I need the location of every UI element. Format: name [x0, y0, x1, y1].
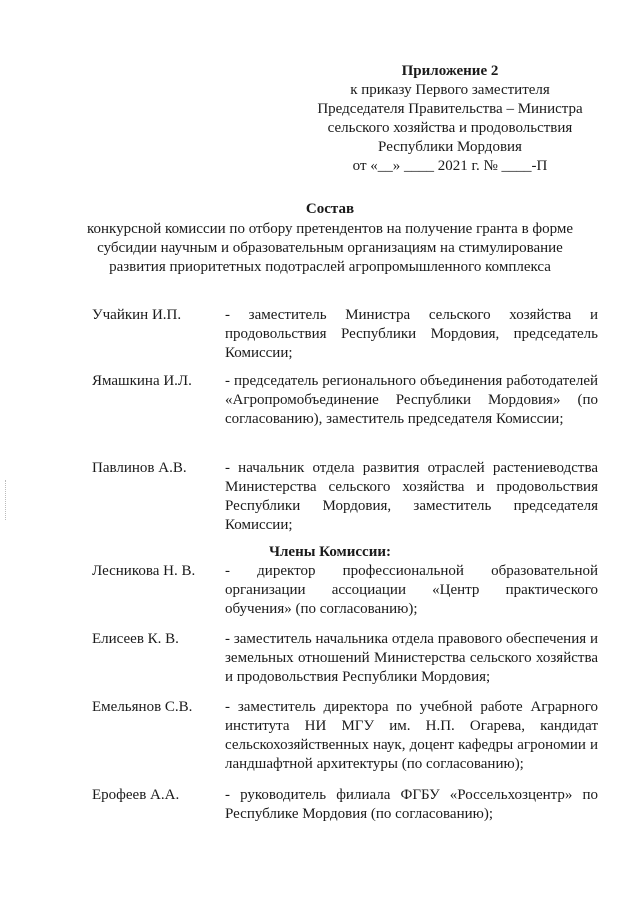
member-description: - начальник отдела развития отраслей растениеводства Министерства сельского хозяйства и продовольствия Республики Мордовия, заместитель председателя Комиссии; — [225, 460, 598, 533]
member-description: - заместитель директора по учебной работе Аграрного института НИ МГУ им. Н.П. Огарева, кандидат сельскохозяйственных наук, доцент кафедры агрономии и ландшафтной архитектуры (по согласованию); — [225, 699, 598, 772]
member-description: - заместитель Министра сельского хозяйства и продовольствия Республики Мордовия, председатель Комиссии; — [225, 307, 598, 361]
appendix-line: от «__» ____ 2021 г. № ____-П — [352, 158, 548, 174]
appendix-line: к приказу Первого заместителя — [350, 82, 550, 98]
member-entry — [92, 459, 598, 535]
member-entry — [92, 562, 598, 619]
document-heading — [80, 200, 580, 277]
heading-title: Состав — [305, 201, 355, 217]
appendix-line: Председателя Правительства – Министра — [317, 101, 583, 117]
member-entry — [92, 786, 598, 824]
member-description: - руководитель филиала ФГБУ «Россельхозцентр» по Республике Мордовия (по согласованию); — [225, 787, 598, 822]
appendix-title: Приложение 2 — [401, 63, 499, 79]
member-name: Елисеев К. В. — [92, 631, 179, 647]
member-name: Лесникова Н. В. — [92, 563, 196, 579]
members-heading: Члены Комиссии: — [269, 544, 391, 560]
appendix-line: сельского хозяйства и продовольствия — [327, 120, 573, 136]
member-entry — [92, 698, 598, 774]
heading-line: субсидии научным и образовательным организациям на стимулирование — [97, 240, 563, 256]
member-name: Павлинов А.В. — [92, 460, 187, 476]
heading-line: конкурсной комиссии по отбору претендентов на получение гранта в форме — [86, 221, 574, 237]
member-description: - директор профессиональной образовательной организации ассоциации «Центр практического обучения» (по согласованию); — [225, 563, 598, 617]
scan-artifact — [5, 480, 7, 520]
member-description: - председатель регионального объединения работодателей «Агропромобъединение Республики Мордовия» (по согласованию), заместитель председателя Комиссии; — [225, 373, 598, 427]
member-name: Учайкин И.П. — [92, 307, 182, 323]
member-entry — [92, 306, 598, 363]
appendix-line: Республики Мордовия — [378, 139, 522, 155]
member-entry — [92, 372, 598, 429]
heading-line: развития приоритетных подотраслей агропромышленного комплекса — [109, 259, 551, 275]
member-description: - заместитель начальника отдела правового обеспечения и земельных отношений Министерства сельского хозяйства и продовольствия Республики Мордовия; — [225, 631, 598, 685]
member-name: Емельянов С.В. — [92, 699, 193, 715]
member-name: Ямашкина И.Л. — [92, 373, 192, 389]
appendix-block — [300, 62, 600, 176]
member-name: Ерофеев А.А. — [92, 787, 180, 803]
member-entry — [92, 630, 598, 687]
